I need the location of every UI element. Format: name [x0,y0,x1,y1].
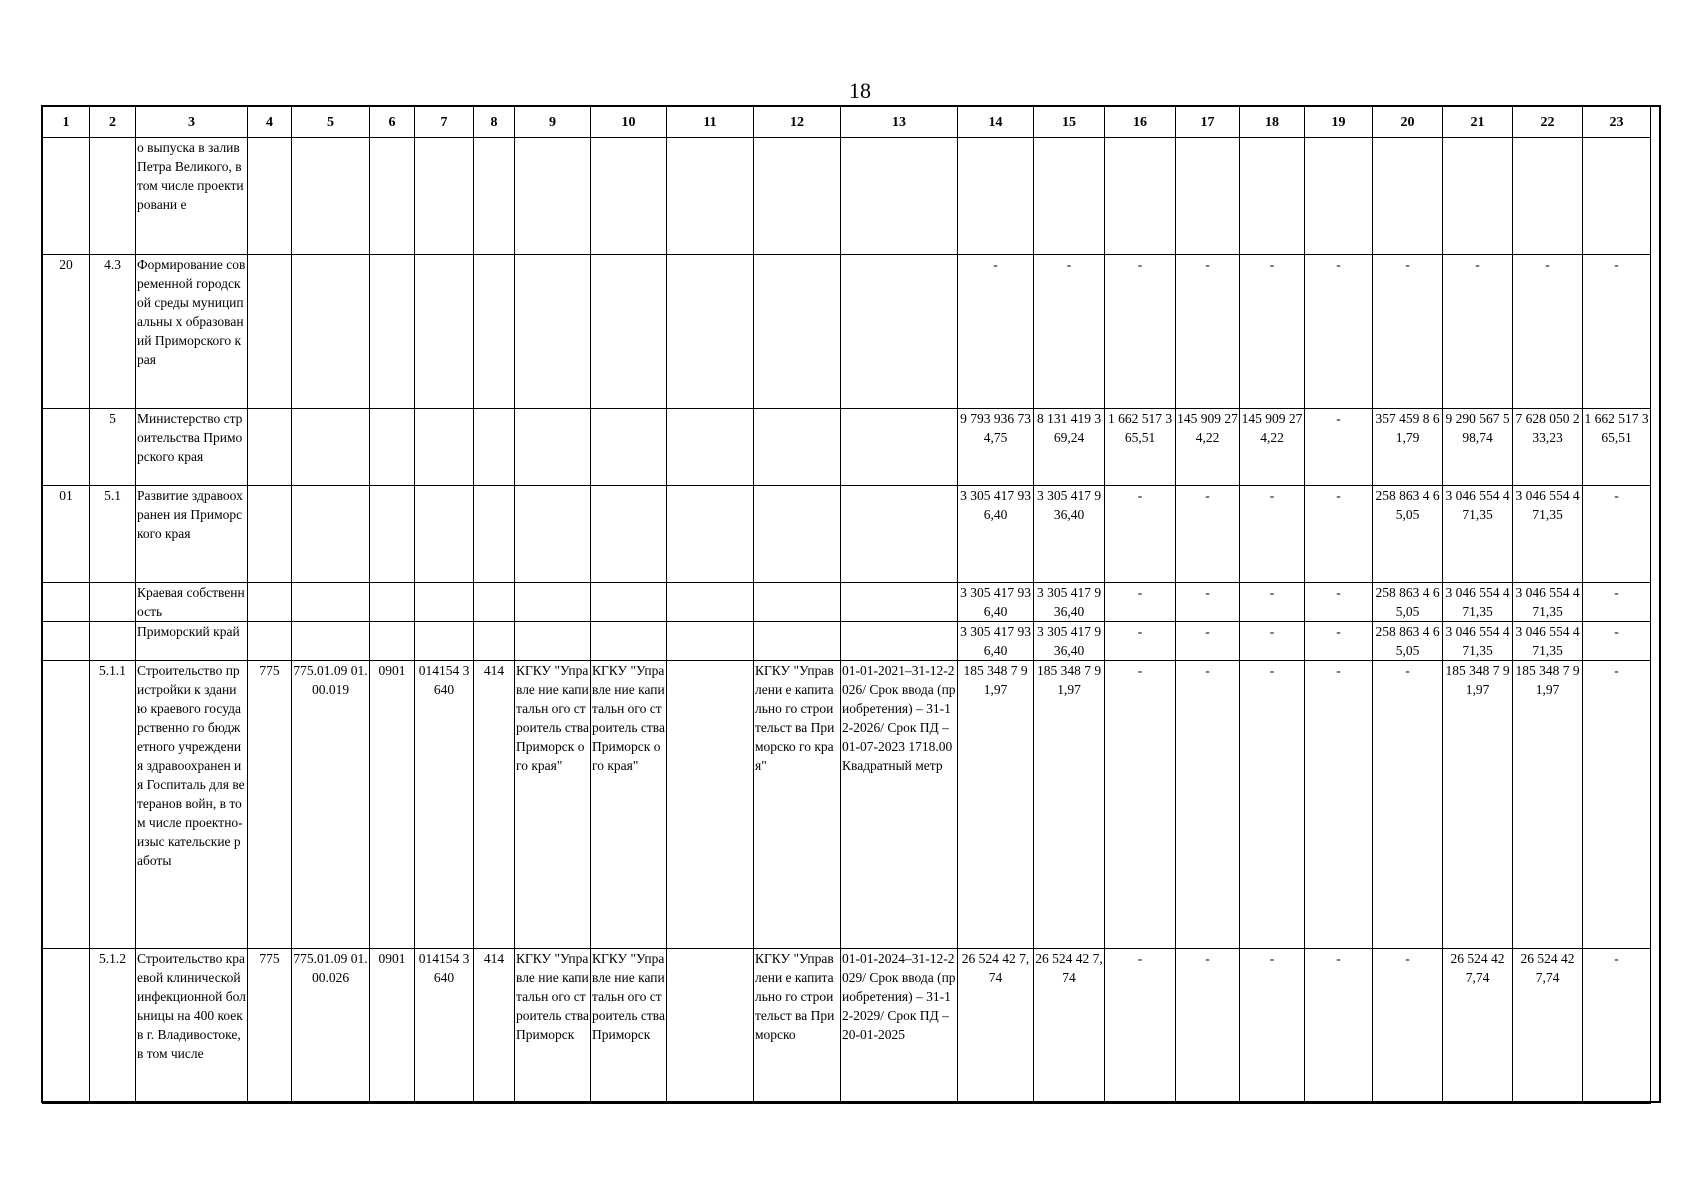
table-cell [1240,138,1305,255]
table-cell [1443,138,1513,255]
table-cell: Формирование современной городской среды муниципальны х образований Приморского края [136,255,248,409]
column-header: 19 [1305,107,1373,138]
table-cell [841,486,958,583]
table-cell [754,138,841,255]
table-cell [1513,138,1583,255]
table-cell: 0901 [370,661,415,949]
column-header: 9 [515,107,591,138]
column-header: 10 [591,107,667,138]
table-cell: КГКУ "Управле ние капитальн ого строитель ства Приморск ого края" [591,661,667,949]
table-cell: 3 046 554 471,35 [1513,622,1583,661]
table-cell: 3 046 554 471,35 [1513,583,1583,622]
table-cell: 5.1.1 [90,661,136,949]
table-cell [43,409,90,486]
column-header: 15 [1034,107,1105,138]
table-cell [90,622,136,661]
table-cell: 01-01-2021–31-12-2026/ Срок ввода (приобретения) – 31-12-2026/ Срок ПД – 01-07-2023 1718.00 Квадратный метр [841,661,958,949]
table-cell: 3 046 554 471,35 [1443,583,1513,622]
table-cell: - [1240,486,1305,583]
table-cell [248,622,292,661]
table-cell: 3 305 417 936,40 [1034,622,1105,661]
table-cell: 185 348 7 91,97 [1443,661,1513,949]
table-cell [474,138,515,255]
column-header: 6 [370,107,415,138]
table-cell [754,486,841,583]
table-cell: - [1583,622,1651,661]
table-cell [370,622,415,661]
table-cell [958,138,1034,255]
table-cell: 014154 3640 [415,661,474,949]
table-cell [415,486,474,583]
table-cell: 3 305 417 936,40 [958,583,1034,622]
table-cell: КГКУ "Управлени е капитально го строительст ва Приморско го края" [754,661,841,949]
table-cell [43,949,90,1104]
table-cell: 7 628 050 233,23 [1513,409,1583,486]
table-cell [415,255,474,409]
table-cell: 5 [90,409,136,486]
table-cell: - [1240,949,1305,1104]
table-cell: - [1373,255,1443,409]
table-cell: 3 046 554 471,35 [1443,486,1513,583]
table-cell: Развитие здравоохранен ия Приморского края [136,486,248,583]
table-cell: - [1176,622,1240,661]
table-cell [515,409,591,486]
table-body [43,138,1651,1104]
table-cell: - [1305,409,1373,486]
column-header: 22 [1513,107,1583,138]
table-cell [1373,138,1443,255]
table-cell: 775 [248,661,292,949]
table-cell [370,255,415,409]
table-cell: о выпуска в залив Петра Великого, в том числе проектировани е [136,138,248,255]
table-cell [90,138,136,255]
table-cell [292,255,370,409]
table-cell: - [1105,255,1176,409]
table-cell: 26 524 42 7,74 [1034,949,1105,1104]
table-cell: Министерство строительства Приморского края [136,409,248,486]
table-cell [591,409,667,486]
column-header: 20 [1373,107,1443,138]
table-cell [667,409,754,486]
table-cell: 9 290 567 598,74 [1443,409,1513,486]
table-cell [415,622,474,661]
table-cell [515,255,591,409]
table-cell [1034,138,1105,255]
table-cell [591,622,667,661]
table-cell: - [1583,583,1651,622]
table-cell: - [1176,661,1240,949]
table-cell: - [1105,583,1176,622]
table-cell: - [1583,661,1651,949]
column-header: 17 [1176,107,1240,138]
table-cell [415,138,474,255]
table-cell: 3 305 417 936,40 [1034,583,1105,622]
table-cell: - [1240,583,1305,622]
table-cell: - [1034,255,1105,409]
table-cell: 014154 3640 [415,949,474,1104]
table-cell [667,949,754,1104]
table-cell: 185 348 7 91,97 [1034,661,1105,949]
table-cell: КГКУ "Управле ние капитальн ого строитель ства Приморск [591,949,667,1104]
column-header: 2 [90,107,136,138]
table-cell [43,138,90,255]
table-cell: 8 131 419 369,24 [1034,409,1105,486]
table-row [43,138,1651,255]
table-row [43,255,1651,409]
table-cell: 185 348 7 91,97 [1513,661,1583,949]
table-cell [841,583,958,622]
table-cell: - [1240,661,1305,949]
column-header: 4 [248,107,292,138]
table-cell [841,409,958,486]
table-cell: КГКУ "Управлени е капитально го строительст ва Приморско [754,949,841,1104]
table-cell [841,622,958,661]
table-cell [667,622,754,661]
table-cell: - [1176,949,1240,1104]
column-header: 13 [841,107,958,138]
table-cell [292,486,370,583]
table-cell [474,622,515,661]
table-cell [754,255,841,409]
page-number: 18 [849,78,871,103]
table-cell [370,409,415,486]
table-cell: 775.01.09 01.00.026 [292,949,370,1104]
table-cell [667,486,754,583]
table-cell: 01-01-2024–31-12-2029/ Срок ввода (приобретения) – 31-12-2029/ Срок ПД – 20-01-2025 [841,949,958,1104]
table-cell [474,255,515,409]
table-cell [515,486,591,583]
table-cell: 26 524 42 7,74 [1443,949,1513,1104]
table-cell: КГКУ "Управле ние капитальн ого строитель ства Приморск [515,949,591,1104]
table-cell: - [1513,255,1583,409]
table-cell: 3 305 417 936,40 [958,622,1034,661]
budget-table [42,106,1651,1104]
column-header: 7 [415,107,474,138]
table-cell: 26 524 42 7,74 [1513,949,1583,1104]
table-cell [248,138,292,255]
table-cell [370,138,415,255]
table-cell: - [1305,583,1373,622]
table-cell: 3 046 554 471,35 [1513,486,1583,583]
table-cell: 9 793 936 734,75 [958,409,1034,486]
table-cell: Приморский край [136,622,248,661]
column-header: 8 [474,107,515,138]
table-cell: 145 909 274,22 [1176,409,1240,486]
table-cell [248,409,292,486]
table-cell [43,661,90,949]
table-cell [515,583,591,622]
table-cell: - [1305,486,1373,583]
table-cell [515,138,591,255]
table-cell: 414 [474,661,515,949]
table-cell: - [1176,486,1240,583]
table-cell [591,138,667,255]
column-header: 11 [667,107,754,138]
table-cell: 1 662 517 365,51 [1583,409,1651,486]
table-cell [474,486,515,583]
table-cell [292,409,370,486]
table-row [43,486,1651,583]
table-cell: 5.1.2 [90,949,136,1104]
table-cell [667,255,754,409]
table-cell: Краевая собственность [136,583,248,622]
table-cell: 775 [248,949,292,1104]
table-cell [415,409,474,486]
table-cell [292,622,370,661]
table-cell [841,255,958,409]
table-cell [370,486,415,583]
table-cell: 5.1 [90,486,136,583]
table-cell: - [1305,255,1373,409]
table-cell: - [1583,949,1651,1104]
table-cell: 185 348 7 91,97 [958,661,1034,949]
table-cell: - [1176,583,1240,622]
table-cell: 0901 [370,949,415,1104]
column-header: 1 [43,107,90,138]
table-cell: 414 [474,949,515,1104]
column-header: 16 [1105,107,1176,138]
table-cell: Строительство краевой клинической инфекционной больницы на 400 коек в г. Владивостоке, в том числе [136,949,248,1104]
table-cell: - [1240,622,1305,661]
column-header: 3 [136,107,248,138]
header-row [43,107,1651,138]
table-cell: 1 662 517 365,51 [1105,409,1176,486]
table-cell: - [1305,949,1373,1104]
table-cell [754,409,841,486]
table-cell [292,138,370,255]
table-cell [248,583,292,622]
table-row [43,409,1651,486]
table-cell: - [1373,949,1443,1104]
table-cell: - [1583,486,1651,583]
table-cell: - [1240,255,1305,409]
column-header: 21 [1443,107,1513,138]
table-cell: - [1443,255,1513,409]
table-row [43,661,1651,949]
table-cell: 258 863 4 65,05 [1373,486,1443,583]
table-cell [515,622,591,661]
table-cell: 357 459 8 61,79 [1373,409,1443,486]
column-header: 23 [1583,107,1651,138]
table-cell: 258 863 4 65,05 [1373,622,1443,661]
table-cell [667,138,754,255]
table-cell: 4.3 [90,255,136,409]
table-cell [1176,138,1240,255]
table-cell [841,138,958,255]
table-cell [1105,138,1176,255]
table-cell [591,255,667,409]
column-header: 14 [958,107,1034,138]
table-cell: 775.01.09 01.00.019 [292,661,370,949]
table-cell [1305,138,1373,255]
table-cell: - [958,255,1034,409]
table-row [43,583,1651,622]
table-cell: 145 909 274,22 [1240,409,1305,486]
table-cell [591,486,667,583]
table-cell: - [1105,486,1176,583]
table-cell: Строительство пристройки к зданию краевого государственно го бюджетного учреждения здравоохранен ия Госпиталь для ветеранов войн, в том числе проектно-изыс кательские работы [136,661,248,949]
table-cell [1583,138,1651,255]
table-row [43,949,1651,1104]
table-cell [667,661,754,949]
table-cell [248,255,292,409]
table-row [43,622,1651,661]
table-cell [43,622,90,661]
table-cell: 3 305 417 936,40 [1034,486,1105,583]
table-cell [591,583,667,622]
table-cell [248,486,292,583]
table-cell [474,409,515,486]
table-cell [415,583,474,622]
table-cell: - [1105,661,1176,949]
table-cell [43,583,90,622]
column-header: 12 [754,107,841,138]
table-cell [667,583,754,622]
table-cell: 26 524 42 7,74 [958,949,1034,1104]
table-cell [292,583,370,622]
table-cell: - [1105,622,1176,661]
table-cell [754,622,841,661]
table-cell: 3 305 417 936,40 [958,486,1034,583]
table-cell: 258 863 4 65,05 [1373,583,1443,622]
table-cell: - [1583,255,1651,409]
table-cell: 01 [43,486,90,583]
table-cell: 20 [43,255,90,409]
table-cell [754,583,841,622]
table-cell: - [1305,661,1373,949]
table-cell: - [1176,255,1240,409]
table-cell: - [1373,661,1443,949]
table-cell [370,583,415,622]
table-cell [90,583,136,622]
column-header: 5 [292,107,370,138]
table-cell: 3 046 554 471,35 [1443,622,1513,661]
column-header: 18 [1240,107,1305,138]
table-cell: КГКУ "Управле ние капитальн ого строитель ства Приморск ого края" [515,661,591,949]
table-cell: - [1105,949,1176,1104]
table-cell: - [1305,622,1373,661]
table-cell [474,583,515,622]
